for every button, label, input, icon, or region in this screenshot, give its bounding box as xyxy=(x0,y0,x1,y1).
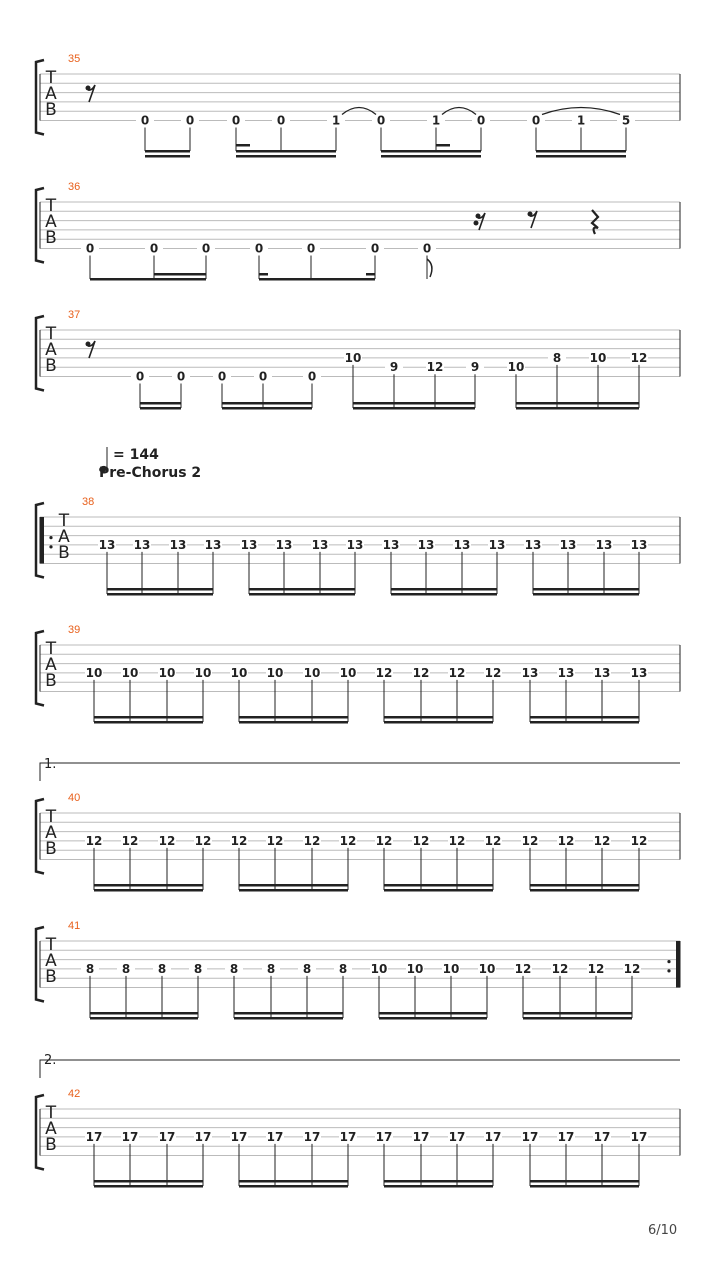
fret-number: 17 xyxy=(158,1129,176,1144)
fret-number: 17 xyxy=(194,1129,212,1144)
beam xyxy=(249,593,355,596)
beam xyxy=(353,402,475,405)
fret-number: 12 xyxy=(339,833,357,848)
fret-number: 8 xyxy=(85,961,95,976)
fret-number: 10 xyxy=(478,961,496,976)
tab-system xyxy=(36,920,680,1020)
fret-number: 1 xyxy=(331,113,341,128)
fret-number: 12 xyxy=(484,833,502,848)
fret-number: 8 xyxy=(229,961,239,976)
beam xyxy=(222,407,312,410)
fret-number: 0 xyxy=(135,369,145,384)
fret-number: 1 xyxy=(576,113,586,128)
beam xyxy=(140,402,181,405)
fret-number: 12 xyxy=(448,833,466,848)
fret-number: 10 xyxy=(303,665,321,680)
fret-number: 8 xyxy=(266,961,276,976)
tab-clef-letter: A xyxy=(45,655,57,675)
repeat-dot xyxy=(667,969,670,972)
fret-number: 13 xyxy=(521,665,539,680)
ending-label-2: 2. xyxy=(44,1053,57,1068)
repeat-end-barline xyxy=(676,941,680,988)
tab-clef-letter: B xyxy=(45,839,57,859)
beam xyxy=(94,721,203,724)
fret-number: 13 xyxy=(630,665,648,680)
fret-number: 10 xyxy=(442,961,460,976)
tab-clef-letter: A xyxy=(58,527,70,547)
beam xyxy=(94,889,203,892)
tab-system xyxy=(36,496,680,596)
beam xyxy=(381,155,481,158)
tab-clef-letter: T xyxy=(45,639,57,659)
beam xyxy=(239,889,348,892)
beam xyxy=(94,884,203,887)
tab-clef-letter: B xyxy=(45,1135,57,1155)
beam xyxy=(94,716,203,719)
tab-clef-letter: B xyxy=(45,967,57,987)
fret-number: 13 xyxy=(417,537,435,552)
fret-number: 17 xyxy=(303,1129,321,1144)
fret-number: 17 xyxy=(448,1129,466,1144)
fret-number: 0 xyxy=(176,369,186,384)
fret-number: 12 xyxy=(303,833,321,848)
beam xyxy=(222,402,312,405)
beam xyxy=(384,884,493,887)
fret-number: 10 xyxy=(589,350,607,365)
repeat-dot xyxy=(667,960,670,963)
fret-number: 0 xyxy=(217,369,227,384)
beam xyxy=(381,150,481,153)
fret-number: 13 xyxy=(557,665,575,680)
measure-number: 36 xyxy=(68,181,81,193)
beam-secondary xyxy=(154,273,206,276)
fret-number: 0 xyxy=(201,241,211,256)
fret-number: 12 xyxy=(375,833,393,848)
beam xyxy=(239,1185,348,1188)
ending-bracket-2 xyxy=(40,1053,680,1078)
fret-number: 10 xyxy=(370,961,388,976)
fret-number: 0 xyxy=(307,369,317,384)
fret-number: 10 xyxy=(121,665,139,680)
fret-number: 12 xyxy=(121,833,139,848)
tab-clef-letter: A xyxy=(45,340,57,360)
fret-number: 13 xyxy=(346,537,364,552)
fret-number: 12 xyxy=(426,360,444,375)
fret-number: 17 xyxy=(630,1129,648,1144)
beam xyxy=(234,1012,343,1015)
fret-number: 0 xyxy=(85,241,95,256)
beam xyxy=(530,716,639,719)
tab-clef-letter: B xyxy=(45,671,57,691)
fret-number: 13 xyxy=(311,537,329,552)
fret-number: 13 xyxy=(524,537,542,552)
tab-clef-letter: T xyxy=(45,196,57,216)
beam xyxy=(90,1012,198,1015)
fret-number: 0 xyxy=(140,113,150,128)
beam-secondary xyxy=(436,144,450,147)
tab-clef-letter: T xyxy=(45,324,57,344)
tab-clef-letter: T xyxy=(58,511,70,531)
beam xyxy=(239,721,348,724)
fret-number: 12 xyxy=(551,961,569,976)
beam xyxy=(353,407,475,410)
beam xyxy=(533,588,639,591)
fret-number: 0 xyxy=(231,113,241,128)
fret-number: 1 xyxy=(431,113,441,128)
fret-number: 12 xyxy=(484,665,502,680)
fret-number: 8 xyxy=(193,961,203,976)
fret-number: 12 xyxy=(623,961,641,976)
fret-number: 13 xyxy=(169,537,187,552)
fret-number: 0 xyxy=(254,241,264,256)
fret-number: 12 xyxy=(514,961,532,976)
fret-number: 12 xyxy=(630,833,648,848)
beam xyxy=(516,407,639,410)
beam xyxy=(536,155,626,158)
measure-number: 40 xyxy=(68,792,81,804)
tempo-marking xyxy=(98,447,201,481)
beam xyxy=(379,1012,487,1015)
tab-clef-letter: B xyxy=(45,356,57,376)
fret-number: 0 xyxy=(376,113,386,128)
fret-number: 12 xyxy=(375,665,393,680)
fret-number: 13 xyxy=(98,537,116,552)
fret-number: 17 xyxy=(593,1129,611,1144)
beam xyxy=(94,1185,203,1188)
tab-clef-letter: B xyxy=(45,100,57,120)
fret-number: 17 xyxy=(230,1129,248,1144)
fret-number: 10 xyxy=(85,665,103,680)
tab-clef-letter: B xyxy=(58,543,70,563)
fret-number: 13 xyxy=(275,537,293,552)
fret-number: 9 xyxy=(389,360,399,375)
sixteenth-rest xyxy=(474,221,479,226)
beam xyxy=(379,1017,487,1020)
beam xyxy=(533,593,639,596)
fret-number: 8 xyxy=(121,961,131,976)
fret-number: 13 xyxy=(595,537,613,552)
fret-number: 10 xyxy=(344,350,362,365)
fret-number: 13 xyxy=(240,537,258,552)
fret-number: 13 xyxy=(204,537,222,552)
fret-number: 17 xyxy=(521,1129,539,1144)
fret-number: 0 xyxy=(276,113,286,128)
tab-system xyxy=(36,181,680,281)
fret-number: 0 xyxy=(422,241,432,256)
fret-number: 5 xyxy=(621,113,631,128)
tab-system xyxy=(36,624,680,724)
fret-number: 13 xyxy=(382,537,400,552)
fret-number: 12 xyxy=(557,833,575,848)
measure-number: 35 xyxy=(68,53,81,65)
measure-number: 38 xyxy=(82,496,95,508)
note-flag xyxy=(427,259,432,277)
tab-system xyxy=(36,1088,680,1188)
fret-number: 13 xyxy=(593,665,611,680)
fret-number: 12 xyxy=(194,833,212,848)
page-number: 6/10 xyxy=(648,1223,678,1238)
ending-label-1: 1. xyxy=(44,757,57,772)
fret-number: 12 xyxy=(230,833,248,848)
tab-clef-letter: A xyxy=(45,951,57,971)
fret-number: 10 xyxy=(406,961,424,976)
fret-number: 17 xyxy=(266,1129,284,1144)
fret-number: 17 xyxy=(85,1129,103,1144)
beam-secondary xyxy=(303,402,312,405)
tab-clef-letter: A xyxy=(45,1119,57,1139)
beam xyxy=(384,716,493,719)
beam-secondary xyxy=(259,273,268,276)
beam-secondary xyxy=(366,273,375,276)
measure-number: 39 xyxy=(68,624,81,636)
beam xyxy=(523,1017,632,1020)
beam xyxy=(236,155,336,158)
beam xyxy=(384,889,493,892)
beam xyxy=(516,402,639,405)
fret-number: 0 xyxy=(531,113,541,128)
measure-number: 41 xyxy=(68,920,81,932)
beam xyxy=(530,1185,639,1188)
beam xyxy=(140,407,181,410)
fret-number: 17 xyxy=(484,1129,502,1144)
tab-system xyxy=(36,792,680,892)
fret-number: 17 xyxy=(412,1129,430,1144)
fret-number: 12 xyxy=(158,833,176,848)
fret-number: 0 xyxy=(306,241,316,256)
beam xyxy=(145,150,190,153)
fret-number: 9 xyxy=(470,360,480,375)
beam xyxy=(145,155,190,158)
beam-secondary xyxy=(236,144,250,147)
measure-number: 42 xyxy=(68,1088,81,1100)
fret-number: 0 xyxy=(149,241,159,256)
beam xyxy=(249,588,355,591)
fret-number: 0 xyxy=(476,113,486,128)
tab-clef-letter: T xyxy=(45,1103,57,1123)
tab-system xyxy=(36,53,680,158)
beam xyxy=(94,1180,203,1183)
fret-number: 10 xyxy=(230,665,248,680)
beam xyxy=(530,1180,639,1183)
fret-number: 0 xyxy=(185,113,195,128)
fret-number: 10 xyxy=(339,665,357,680)
fret-number: 10 xyxy=(194,665,212,680)
beam xyxy=(391,593,497,596)
fret-number: 8 xyxy=(302,961,312,976)
beam xyxy=(236,150,336,153)
beam xyxy=(530,721,639,724)
repeat-dot xyxy=(49,545,52,548)
fret-number: 13 xyxy=(133,537,151,552)
ending-bracket-1 xyxy=(40,757,680,781)
fret-number: 12 xyxy=(521,833,539,848)
fret-number: 12 xyxy=(85,833,103,848)
fret-number: 8 xyxy=(552,350,562,365)
beam xyxy=(523,1012,632,1015)
repeat-dot xyxy=(49,536,52,539)
fret-number: 12 xyxy=(630,350,648,365)
fret-number: 17 xyxy=(557,1129,575,1144)
beam xyxy=(530,889,639,892)
fret-number: 0 xyxy=(370,241,380,256)
beam xyxy=(384,721,493,724)
fret-number: 0 xyxy=(258,369,268,384)
fret-number: 12 xyxy=(412,665,430,680)
tab-clef-letter: T xyxy=(45,935,57,955)
beam-secondary xyxy=(222,402,231,405)
fret-number: 12 xyxy=(587,961,605,976)
fret-number: 10 xyxy=(507,360,525,375)
fret-number: 13 xyxy=(630,537,648,552)
fret-number: 12 xyxy=(593,833,611,848)
beam xyxy=(384,1185,493,1188)
tempo-bpm: = 144 xyxy=(113,447,159,463)
tab-clef-letter: A xyxy=(45,84,57,104)
fret-number: 12 xyxy=(448,665,466,680)
fret-number: 8 xyxy=(338,961,348,976)
tab-system xyxy=(36,309,680,410)
beam xyxy=(90,1017,198,1020)
beam xyxy=(107,588,213,591)
fret-number: 8 xyxy=(157,961,167,976)
section-label: Pre-Chorus 2 xyxy=(99,465,202,481)
measure-number: 37 xyxy=(68,309,81,321)
beam xyxy=(90,278,206,281)
tab-clef-letter: A xyxy=(45,823,57,843)
beam xyxy=(239,716,348,719)
beam xyxy=(239,1180,348,1183)
fret-number: 17 xyxy=(121,1129,139,1144)
repeat-start-barline xyxy=(40,517,44,564)
tab-clef-letter: B xyxy=(45,228,57,248)
fret-number: 17 xyxy=(375,1129,393,1144)
fret-number: 17 xyxy=(339,1129,357,1144)
beam xyxy=(536,150,626,153)
beam xyxy=(391,588,497,591)
beam xyxy=(107,593,213,596)
beam xyxy=(234,1017,343,1020)
fret-number: 10 xyxy=(266,665,284,680)
beam xyxy=(239,884,348,887)
tab-clef-letter: T xyxy=(45,807,57,827)
fret-number: 13 xyxy=(453,537,471,552)
beam xyxy=(384,1180,493,1183)
beam xyxy=(530,884,639,887)
fret-number: 13 xyxy=(559,537,577,552)
tab-clef-letter: T xyxy=(45,68,57,88)
tab-clef-letter: A xyxy=(45,212,57,232)
fret-number: 13 xyxy=(488,537,506,552)
fret-number: 12 xyxy=(266,833,284,848)
beam xyxy=(259,278,375,281)
fret-number: 12 xyxy=(412,833,430,848)
fret-number: 10 xyxy=(158,665,176,680)
